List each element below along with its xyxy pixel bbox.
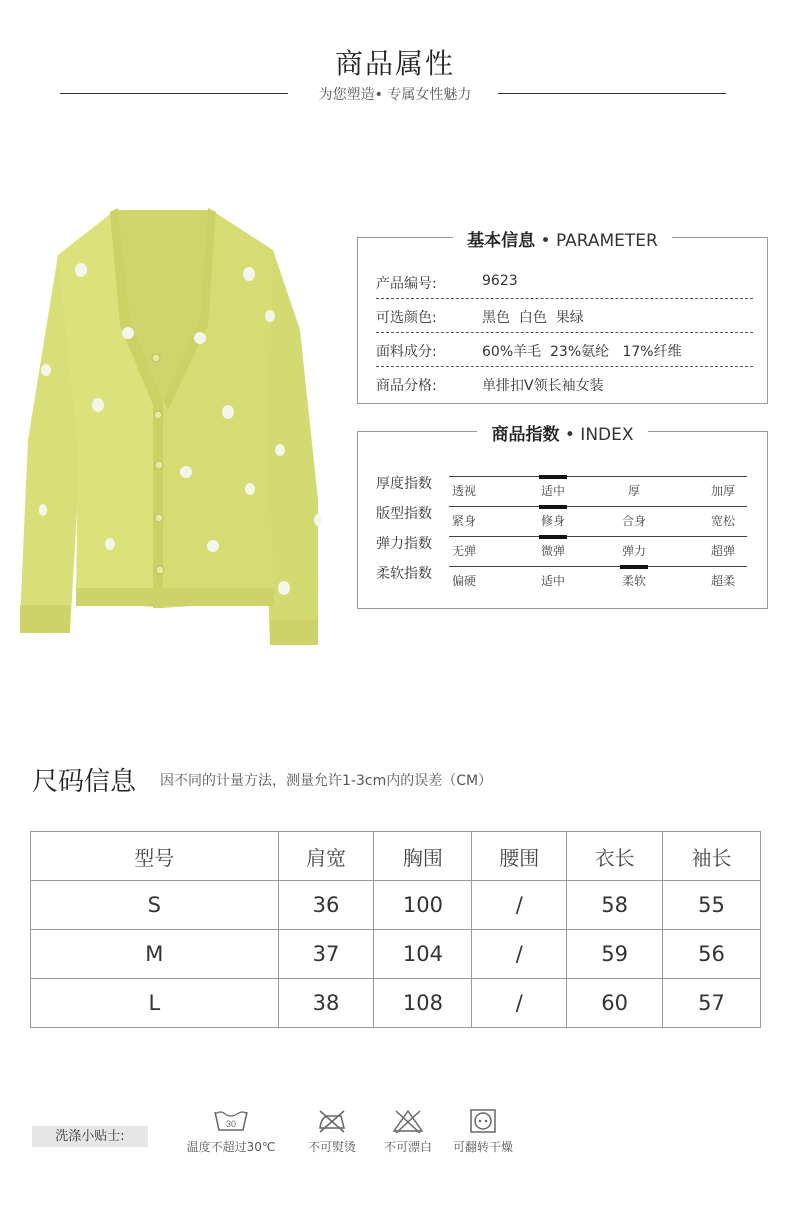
index-option: 无弹 xyxy=(451,544,476,558)
param-key: 商品分格: xyxy=(376,378,437,394)
care-item-text: 不可漂白 xyxy=(383,1140,432,1154)
care-item-text: 可翻转干燥 xyxy=(452,1140,513,1154)
size-cell: 38 xyxy=(278,979,374,1028)
size-cell: 100 xyxy=(374,881,472,930)
size-cell: / xyxy=(472,881,567,930)
parameter-title-cn: 基本信息 xyxy=(467,231,536,251)
index-option: 修身 xyxy=(540,514,565,528)
param-value: 单排扣V领长袖女装 xyxy=(482,378,604,394)
size-cell: 58 xyxy=(567,881,663,930)
param-value: 9623 xyxy=(482,273,518,289)
size-info-title: 尺码信息 xyxy=(32,767,137,797)
size-cell: 55 xyxy=(663,881,761,930)
page-title: 商品属性 xyxy=(334,47,455,80)
care-item-tumble-dry xyxy=(445,1108,521,1155)
size-cell: / xyxy=(472,930,567,979)
care-tips-label: 洗涤小贴士: xyxy=(32,1126,148,1147)
no-iron-icon xyxy=(317,1108,347,1134)
size-cell: 37 xyxy=(278,930,374,979)
page-subtitle: 为您塑造• 专属女性魅力 xyxy=(318,87,472,103)
size-header-cell: 肩宽 xyxy=(278,832,374,881)
index-title-en: • INDEX xyxy=(564,425,634,445)
parameter-title xyxy=(358,226,767,251)
table-row xyxy=(31,930,761,979)
care-item-no-iron xyxy=(297,1108,367,1155)
param-value: 黑色 白色 果绿 xyxy=(482,310,584,326)
size-info-note: 因不同的计量方法，测量允许1-3cm内的误差（CM） xyxy=(160,773,493,789)
care-item-no-bleach xyxy=(375,1108,441,1155)
index-selected-marker xyxy=(539,505,567,509)
index-label: 弹力指数 xyxy=(376,536,432,552)
index-option: 加厚 xyxy=(710,484,735,498)
index-panel xyxy=(357,425,768,609)
size-cell: L xyxy=(31,979,279,1028)
param-row-code xyxy=(376,265,753,299)
size-cell: 60 xyxy=(567,979,663,1028)
index-selected-marker xyxy=(539,535,567,539)
wash-30-icon xyxy=(213,1108,249,1134)
index-option: 宽松 xyxy=(710,514,735,528)
index-scale-line xyxy=(449,536,747,537)
index-option: 偏硬 xyxy=(451,574,476,588)
index-option: 弹力 xyxy=(621,544,646,558)
size-cell: 36 xyxy=(278,881,374,930)
parameter-title-en: • PARAMETER xyxy=(540,231,658,251)
size-table-header-row xyxy=(31,832,761,881)
size-table xyxy=(30,831,761,1028)
care-item-wash xyxy=(175,1108,287,1155)
header-divider-right xyxy=(498,93,726,94)
size-cell: 57 xyxy=(663,979,761,1028)
size-cell: S xyxy=(31,881,279,930)
param-key: 面料成分: xyxy=(376,344,437,360)
size-header-cell: 腰围 xyxy=(472,832,567,881)
index-option: 超弹 xyxy=(710,544,735,558)
size-cell: 108 xyxy=(374,979,472,1028)
index-label: 厚度指数 xyxy=(376,476,432,492)
param-row-colors xyxy=(376,299,753,333)
size-cell: 104 xyxy=(374,930,472,979)
param-value: 60%羊毛 23%氨纶 17%纤维 xyxy=(482,344,682,360)
index-title xyxy=(358,420,767,445)
size-header-cell: 胸围 xyxy=(374,832,472,881)
tumble-dry-icon xyxy=(469,1108,497,1134)
index-selected-marker xyxy=(620,565,648,569)
index-scale-line xyxy=(449,506,747,507)
product-image-cardigan xyxy=(18,200,333,660)
size-cell: 56 xyxy=(663,930,761,979)
care-item-text: 温度不超过30℃ xyxy=(186,1140,276,1154)
param-row-fabric xyxy=(376,333,753,367)
index-option: 超柔 xyxy=(710,574,735,588)
index-label: 版型指数 xyxy=(376,506,432,522)
param-key: 产品编号: xyxy=(376,276,437,292)
parameter-panel xyxy=(357,231,768,404)
size-header-cell: 衣长 xyxy=(567,832,663,881)
size-cell: / xyxy=(472,979,567,1028)
size-cell: M xyxy=(31,930,279,979)
index-option: 透视 xyxy=(451,484,476,498)
index-option: 适中 xyxy=(540,484,565,498)
index-option: 适中 xyxy=(540,574,565,588)
no-bleach-icon xyxy=(392,1108,424,1134)
index-option: 微弹 xyxy=(540,544,565,558)
index-option: 紧身 xyxy=(451,514,476,528)
care-item-text: 不可熨烫 xyxy=(307,1140,356,1154)
wash-temperature-badge: 30 xyxy=(225,1119,237,1129)
param-key: 可选颜色: xyxy=(376,310,437,326)
param-row-style xyxy=(376,367,753,401)
table-row xyxy=(31,979,761,1028)
index-scale-line xyxy=(449,476,747,477)
index-selected-marker xyxy=(539,475,567,479)
index-option: 柔软 xyxy=(621,574,646,588)
index-label: 柔软指数 xyxy=(376,566,432,582)
index-option: 合身 xyxy=(621,514,646,528)
table-row xyxy=(31,881,761,930)
size-header-cell: 型号 xyxy=(31,832,279,881)
index-title-cn: 商品指数 xyxy=(491,425,560,445)
size-header-cell: 袖长 xyxy=(663,832,761,881)
index-option: 厚 xyxy=(627,484,640,498)
index-scale-line xyxy=(449,566,747,567)
size-cell: 59 xyxy=(567,930,663,979)
